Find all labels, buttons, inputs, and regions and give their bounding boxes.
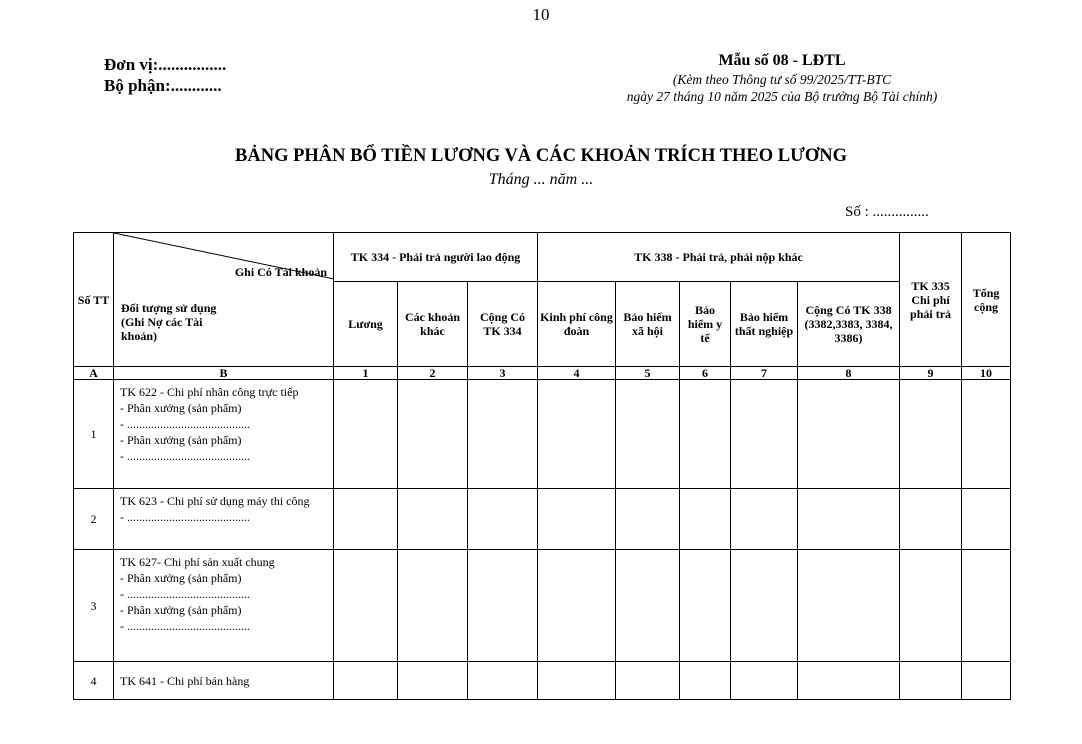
col-stt-header: Số TT bbox=[74, 233, 114, 367]
row-line: TK 622 - Chi phí nhân công trực tiếp bbox=[120, 385, 299, 399]
empty-cell[interactable] bbox=[900, 489, 962, 550]
empty-cell[interactable] bbox=[962, 662, 1011, 700]
index-cell: A bbox=[74, 367, 114, 380]
table-row bbox=[74, 380, 1011, 489]
table-row bbox=[74, 489, 1011, 550]
col-header-1: Lương bbox=[334, 282, 398, 367]
circular-line-2: ngày 27 tháng 10 năm 2025 của Bộ trưởng Bộ Tài chính) bbox=[626, 89, 938, 104]
row-line: - Phân xưởng (sản phẩm) bbox=[120, 603, 242, 617]
empty-cell[interactable] bbox=[900, 380, 962, 489]
col-header-5: Bảo hiểm xã hội bbox=[616, 282, 680, 367]
empty-cell[interactable] bbox=[468, 662, 538, 700]
index-cell: 1 bbox=[334, 367, 398, 380]
debit-object-label: Đối tượng sử dụng (Ghi Nợ các Tài khoản) bbox=[121, 301, 217, 343]
index-cell: 3 bbox=[468, 367, 538, 380]
row-line: - ......................................... bbox=[120, 619, 250, 633]
row-number: 4 bbox=[74, 662, 114, 700]
row-line: - Phân xưởng (sản phẩm) bbox=[120, 401, 242, 415]
empty-cell[interactable] bbox=[468, 489, 538, 550]
empty-cell[interactable] bbox=[398, 662, 468, 700]
row-line: - ......................................... bbox=[120, 510, 250, 524]
col-total-header: Tổng cộng bbox=[962, 233, 1011, 367]
empty-cell[interactable] bbox=[680, 550, 731, 662]
empty-cell[interactable] bbox=[680, 380, 731, 489]
empty-cell[interactable] bbox=[616, 489, 680, 550]
empty-cell[interactable] bbox=[334, 489, 398, 550]
row-description bbox=[114, 662, 334, 700]
index-cell: 5 bbox=[616, 367, 680, 380]
empty-cell[interactable] bbox=[962, 489, 1011, 550]
group-tk334-header: TK 334 - Phải trả người lao động bbox=[334, 233, 538, 282]
empty-cell[interactable] bbox=[731, 380, 798, 489]
col-header-3: Cộng Có TK 334 bbox=[468, 282, 538, 367]
col-header-7: Bảo hiểm thất nghiệp bbox=[731, 282, 798, 367]
col-header-4: Kinh phí công đoàn bbox=[538, 282, 616, 367]
empty-cell[interactable] bbox=[616, 380, 680, 489]
row-number: 3 bbox=[74, 550, 114, 662]
row-line: TK 623 - Chi phí sử dụng máy thi công bbox=[120, 494, 310, 508]
row-description bbox=[114, 380, 334, 489]
empty-cell[interactable] bbox=[900, 550, 962, 662]
empty-cell[interactable] bbox=[398, 550, 468, 662]
col-header-2: Các khoản khác bbox=[398, 282, 468, 367]
credit-account-label: Ghi Có Tài khoản bbox=[234, 265, 327, 279]
col-header-6: Bảo hiểm y tế bbox=[680, 282, 731, 367]
index-cell: 7 bbox=[731, 367, 798, 380]
empty-cell[interactable] bbox=[798, 550, 900, 662]
index-cell: 9 bbox=[900, 367, 962, 380]
empty-cell[interactable] bbox=[798, 380, 900, 489]
unit-info bbox=[104, 54, 226, 96]
empty-cell[interactable] bbox=[616, 550, 680, 662]
empty-cell[interactable] bbox=[334, 380, 398, 489]
row-line: TK 627- Chi phí sản xuất chung bbox=[120, 555, 275, 569]
empty-cell[interactable] bbox=[538, 662, 616, 700]
empty-cell[interactable] bbox=[680, 662, 731, 700]
empty-cell[interactable] bbox=[538, 550, 616, 662]
empty-cell[interactable] bbox=[334, 662, 398, 700]
row-line: - Phân xưởng (sản phẩm) bbox=[120, 571, 242, 585]
empty-cell[interactable] bbox=[680, 489, 731, 550]
document-period: Tháng ... năm ... bbox=[488, 171, 594, 188]
index-cell: 8 bbox=[798, 367, 900, 380]
empty-cell[interactable] bbox=[616, 662, 680, 700]
row-line: - ......................................... bbox=[120, 587, 250, 601]
diagonal-line bbox=[114, 233, 334, 367]
empty-cell[interactable] bbox=[731, 489, 798, 550]
empty-cell[interactable] bbox=[538, 489, 616, 550]
row-line: - ......................................... bbox=[120, 417, 250, 431]
table-row bbox=[74, 662, 1011, 700]
department-line: Bộ phận:............ bbox=[104, 76, 222, 95]
row-number: 1 bbox=[74, 380, 114, 489]
empty-cell[interactable] bbox=[962, 550, 1011, 662]
diagonal-header-cell bbox=[114, 233, 334, 367]
header-row-1 bbox=[74, 233, 1011, 282]
col-tk335-header: TK 335 Chi phí phải trả bbox=[900, 233, 962, 367]
document-title: BẢNG PHÂN BỔ TIỀN LƯƠNG VÀ CÁC KHOẢN TRÍCH THEO LƯƠNG bbox=[235, 146, 847, 166]
index-cell: 2 bbox=[398, 367, 468, 380]
empty-cell[interactable] bbox=[731, 550, 798, 662]
column-index-row bbox=[74, 367, 1011, 380]
empty-cell[interactable] bbox=[798, 662, 900, 700]
index-cell: 6 bbox=[680, 367, 731, 380]
unit-line: Đơn vị:................ bbox=[104, 55, 227, 74]
empty-cell[interactable] bbox=[398, 380, 468, 489]
index-cell: B bbox=[114, 367, 334, 380]
empty-cell[interactable] bbox=[468, 550, 538, 662]
row-line: - Phân xưởng (sản phẩm) bbox=[120, 433, 242, 447]
form-code: Mẫu số 08 - LĐTL bbox=[718, 52, 846, 69]
row-description bbox=[114, 489, 334, 550]
empty-cell[interactable] bbox=[900, 662, 962, 700]
group-tk338-header: TK 338 - Phải trả, phải nộp khác bbox=[538, 233, 900, 282]
empty-cell[interactable] bbox=[731, 662, 798, 700]
row-description bbox=[114, 550, 334, 662]
index-cell: 10 bbox=[962, 367, 1011, 380]
circular-line-1: (Kèm theo Thông tư số 99/2025/TT-BTC bbox=[672, 72, 892, 87]
document-number: Số : ............... bbox=[845, 204, 929, 220]
empty-cell[interactable] bbox=[398, 489, 468, 550]
row-line: TK 641 - Chi phí bán hàng bbox=[120, 673, 250, 688]
empty-cell[interactable] bbox=[468, 380, 538, 489]
empty-cell[interactable] bbox=[962, 380, 1011, 489]
index-cell: 4 bbox=[538, 367, 616, 380]
empty-cell[interactable] bbox=[334, 550, 398, 662]
row-number: 2 bbox=[74, 489, 114, 550]
form-reference bbox=[560, 51, 1004, 105]
col-header-8: Cộng Có TK 338 (3382,3383, 3384, 3386) bbox=[798, 282, 900, 367]
row-line: - ......................................... bbox=[120, 449, 250, 463]
empty-cell[interactable] bbox=[538, 380, 616, 489]
table-row bbox=[74, 550, 1011, 662]
page-number: 10 bbox=[532, 5, 550, 24]
salary-allocation-table bbox=[73, 232, 1011, 700]
empty-cell[interactable] bbox=[798, 489, 900, 550]
